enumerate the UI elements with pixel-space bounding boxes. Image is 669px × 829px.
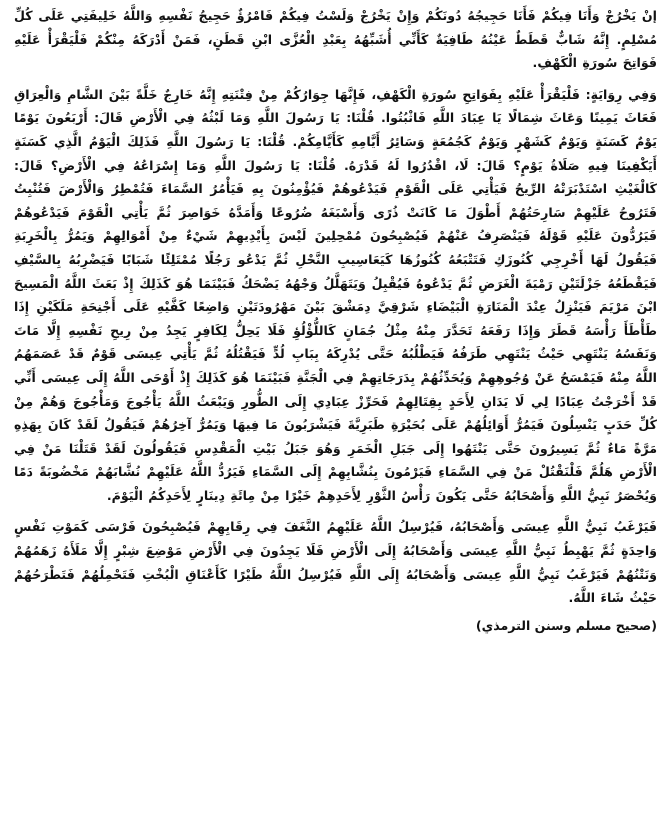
paragraph-3: فَيَرْغَبُ نَبِيُّ اللَّهِ عِيسَى وَأَصْحَابُهُ، فَيُرْسِلُ اللَّهُ عَلَيْهِمُ النَّغَفَ فِي رِقَابِهِمْ فَيُصْبِحُونَ فَرْسَى كَمَوْتِ نَفْسٍ وَاحِدَةٍ ثُمَّ يَهْبِطُ نَبِيُّ اللَّهِ عِيسَى وَأَصْحَابُهُ إِلَى الْأَرْضِ فَلَا يَجِدُونَ فِي الْأَرْضِ مَوْضِعَ شِبْرٍ إِلَّا مَلَأَهُ زَهَمُهُمْ وَنَتْنُهُمْ فَيَرْغَبُ نَبِيُّ اللَّهِ عِيسَى وَأَصْحَابُهُ إِلَى اللَّهِ فَيُرْسِلُ اللَّهُ طَيْرًا كَأَعْنَاقِ الْبُخْتِ فَتَحْمِلُهُمْ فَتَطْرَحُهُمْ حَيْثُ شَاءَ اللَّهُ. [14,519,657,606]
paragraph-1: إنْ يَخْرُجْ وَأَنَا فِيكُمْ فَأَنَا حَجِيجُهُ دُونَكُمْ وَإِنْ يَخْرُجْ وَلَسْتُ فِيكُمْ فَامْرُؤٌ حَجِيجُ نَفْسِهِ وَاللَّهُ خَلِيفَتِي عَلَى كُلِّ مُسْلِمٍ. إِنَّهُ شَابٌّ قَطَطٌ عَيْنُهُ طَافِيَةٌ كَأَنِّي أُشَبِّهُهُ بِعَبْدِ الْعُزَّى ابْنِ قَطَنٍ، فَمَنْ أَدْرَكَهُ مِنْكُمْ فَلْيَقْرَأْ عَلَيْهِ فَوَاتِحَ سُورَةِ الْكَهْفِ. [14,8,657,71]
source-citation: (صحيح مسلم وسنن الترمذي) [475,617,657,633]
paragraph-2: وَفِي رِوَايَةٍ: فَلْيَقْرَأْ عَلَيْهِ بِفَوَاتِحِ سُورَةِ الْكَهْفِ، فَإِنَّهَا جِوَارُكُمْ مِنْ فِتْنَتِهِ إِنَّهُ خَارِجٌ خَلَّةً بَيْنَ الشَّامِ وَالْعِرَاقِ فَعَاثَ يَمِينًا وَعَاثَ شِمَالًا يَا عِبَادَ اللَّهِ فَاثْبُتُوا. قُلْنَا: يَا رَسُولَ اللَّهِ وَمَا لَبْثُهُ فِي الْأَرْضِ قَالَ: أَرْبَعُونَ يَوْمًا يَوْمٌ كَسَنَةٍ وَيَوْمٌ كَشَهْرٍ وَيَوْمٌ كَجُمُعَةٍ وَسَائِرُ أَيَّامِهِ كَأَيَّامِكُمْ. قُلْنَا: يَا رَسُولَ اللَّهِ فَذَلِكَ الْيَوْمُ الَّذِي كَسَنَةٍ أَيَكْفِينَا فِيهِ صَلَاةُ يَوْمٍ؟ قَالَ: لَا، اقْدُرُوا لَهُ قَدْرَهُ. قُلْنَا: يَا رَسُولَ اللَّهِ وَمَا إِسْرَاعُهُ فِي الْأَرْضِ؟ قَالَ: كَالْغَيْثِ اسْتَدْبَرَتْهُ الرِّيحُ فَيَأْتِي عَلَى الْقَوْمِ فَيَدْعُوهُمْ فَيُؤْمِنُونَ بِهِ فَيَأْمُرُ السَّمَاءَ فَتُمْطِرُ وَالْأَرْضَ فَتُنْبِتُ فَتَرُوحُ عَلَيْهِمْ سَارِحَتُهُمْ أَطْوَلَ مَا كَانَتْ ذُرًى وَأَسْبَغَهُ ضُرُوعًا وَأَمَدَّهُ خَوَاصِرَ ثُمَّ يَأْتِي الْقَوْمَ فَيَدْعُوهُمْ فَيَرُدُّونَ عَلَيْهِ قَوْلَهُ فَيَنْصَرِفُ عَنْهُمْ فَيُصْبِحُونَ مُمْحِلِينَ لَيْسَ بِأَيْدِيهِمْ شَيْءٌ مِنْ أَمْوَالِهِمْ وَيَمُرُّ بِالْخَرِبَةِ فَيَقُولُ لَهَا أَخْرِجِي كُنُوزَكِ فَتَتْبَعُهُ كُنُوزُهَا كَيَعَاسِيبِ النَّحْلِ ثُمَّ يَدْعُو رَجُلًا مُمْتَلِئًا شَبَابًا فَيَضْرِبُهُ بِالسَّيْفِ فَيَقْطَعُهُ جَزْلَتَيْنِ رَمْيَةَ الْغَرَضِ ثُمَّ يَدْعُوهُ فَيُقْبِلُ وَيَتَهَلَّلُ وَجْهُهُ يَضْحَكُ فَبَيْنَمَا هُوَ كَذَلِكَ إِذْ بَعَثَ اللَّهُ الْمَسِيحَ ابْنَ مَرْيَمَ فَيَنْزِلُ عِنْدَ الْمَنَارَةِ الْبَيْضَاءِ شَرْقِيَّ دِمَشْقَ بَيْنَ مَهْرُودَتَيْنِ وَاضِعًا كَفَّيْهِ عَلَى أَجْنِحَةِ مَلَكَيْنِ إِذَا طَأْطَأَ رَأْسَهُ قَطَرَ وَإِذَا رَفَعَهُ تَحَدَّرَ مِنْهُ مِثْلُ جُمَانٍ كَاللُّؤْلُؤِ فَلَا يَحِلُّ لِكَافِرٍ يَجِدُ مِنْ رِيحِ نَفْسِهِ إِلَّا مَاتَ وَنَفَسُهُ يَنْتَهِي حَيْثُ يَنْتَهِي طَرَفُهُ فَيَطْلُبُهُ حَتَّى يُدْرِكَهُ بِبَابِ لُدٍّ فَيَقْتُلُهُ ثُمَّ يَأْتِي عِيسَى قَوْمٌ قَدْ عَصَمَهُمُ اللَّهُ مِنْهُ فَيَمْسَحُ عَنْ وُجُوهِهِمْ وَيُحَدِّثُهُمْ بِدَرَجَاتِهِمْ فِي الْجَنَّةِ فَبَيْنَمَا هُوَ كَذَلِكَ إِذْ أَوْحَى اللَّهُ إِلَى عِيسَى أَنِّي قَدْ أَخْرَجْتُ عِبَادًا لِي لَا يَدَانِ لِأَحَدٍ بِقِتَالِهِمْ فَحَرِّزْ عِبَادِي إِلَى الطُّورِ وَيَبْعَثُ اللَّهُ يَأْجُوجَ وَمَأْجُوجَ وَهُمْ مِنْ كُلِّ حَدَبٍ يَنْسِلُونَ فَيَمُرُّ أَوَائِلُهُمْ عَلَى بُحَيْرَةِ طَبَرِيَّةَ فَيَشْرَبُونَ مَا فِيهَا وَيَمُرُّ آخِرُهُمْ فَيَقُولُ لَقَدْ كَانَ بِهَذِهِ مَرَّةً مَاءٌ ثُمَّ يَسِيرُونَ حَتَّى يَنْتَهُوا إِلَى جَبَلِ الْخَمَرِ وَهُوَ جَبَلُ بَيْتِ الْمَقْدِسِ فَيَقُولُونَ لَقَدْ قَتَلْنَا مَنْ فِي الْأَرْضِ هَلُمَّ فَلْنَقْتُلْ مَنْ فِي السَّمَاءِ فَيَرْمُونَ بِنُشَّابِهِمْ إِلَى السَّمَاءِ فَيَرُدُّ اللَّهُ عَلَيْهِمْ نُشَّابَهُمْ مَخْضُوبَةً دَمًا وَيُحْصَرُ نَبِيُّ اللَّهِ وَأَصْحَابُهُ حَتَّى يَكُونَ رَأْسُ الثَّوْرِ لِأَحَدِهِمْ خَيْرًا مِنْ مِائَةِ دِينَارٍ لِأَحَدِكُمُ الْيَوْمَ. [14,86,657,503]
